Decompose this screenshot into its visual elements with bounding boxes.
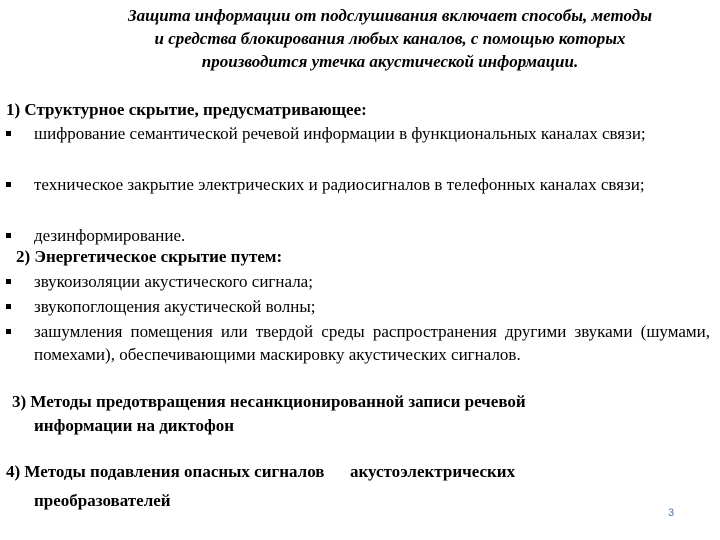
section-3-heading [12,392,526,436]
list-item [6,173,710,196]
page-number: 3 [668,507,675,519]
list-item-text: шифрование семантической речевой информации в функциональных каналах связи; [34,124,646,143]
list-item [6,295,710,318]
bullet-icon [6,182,11,187]
list-item-text: дезинформирование. [34,226,186,245]
section-4-line-2: преобразователей [34,491,171,510]
list-item-text: техническое закрытие электрических и радиосигналов в телефонных каналах связи; [34,175,645,194]
section-4-heading [6,462,515,511]
title-line-3: производится утечка акустической информации. [201,52,579,71]
title-line-2: и средства блокирования любых каналов, с помощью которых [154,29,626,48]
list-item-text: звукопоглощения акустической волны; [34,297,316,316]
section-1-heading: 1) Структурное скрытие, предусматривающее: [6,100,367,119]
bullet-icon [6,329,11,334]
section-3-line-1: 3) Методы предотвращения несанкционированной записи речевой [12,392,526,411]
bullet-icon [6,304,11,309]
bullet-icon [6,131,11,136]
list-item [6,270,710,293]
list-item [6,122,710,145]
list-item [6,320,710,366]
section-3-line-2: информации на диктофон [34,416,235,435]
list-item [6,224,710,247]
bullet-icon [6,279,11,284]
list-item-text: зашумления помещения или твердой среды распространения другими звуками (шумами, помехами), обеспечивающими маскировку акустических сигналов. [34,322,710,364]
bullet-icon [6,233,11,238]
section-4-line-1: 4) Методы подавления опасных сигналов акустоэлектрических [6,462,516,481]
section-2-heading: 2) Энергетическое скрытие путем: [16,247,283,266]
slide-title [60,4,720,73]
list-item-text: звукоизоляции акустического сигнала; [34,272,313,291]
title-line-1: Защита информации от подслушивания включает способы, методы [128,6,652,25]
